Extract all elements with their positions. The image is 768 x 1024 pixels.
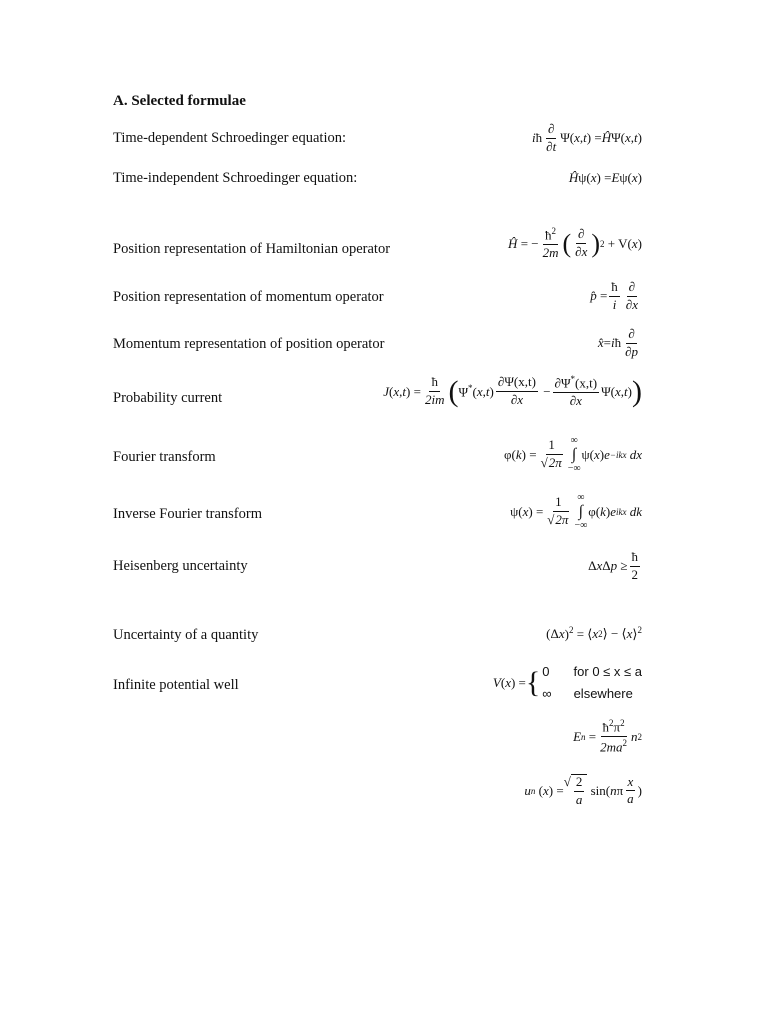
formula-label-time-dependent: Time-dependent Schroedinger equation:: [113, 130, 347, 146]
formula-label-fourier: Fourier transform: [113, 449, 216, 465]
equation-energy-levels: E n = $\frac{ħ^2\pi^2}{2ma^2}$ n 2: [573, 718, 642, 755]
formula-label-uncertainty: Uncertainty of a quantity: [113, 627, 259, 643]
formula-label-inverse-fourier: Inverse Fourier transform: [113, 506, 262, 522]
formula-label-infinite-well: Infinite potential well: [113, 677, 239, 693]
formula-label-hamiltonian: Position representation of Hamiltonian operator: [113, 241, 391, 257]
equation-momentum: p̂ = $\frac{ħ}{i}$ $\frac{\partial}{\partial x}$: [590, 279, 638, 312]
formula-label-momentum: Position representation of momentum operator: [113, 289, 384, 305]
equation-time-independent: Ĥ ψ( x ) = E ψ( x ): [568, 170, 642, 185]
equation-time-dependent: i ħ $\frac{\partial}{\partial t}$ Ψ( x , t ) = Ĥ Ψ( x , t ): [532, 121, 642, 154]
well-case-1-value: 0: [542, 664, 550, 679]
equation-inverse-fourier: ψ( x ) = $\frac{1}{√2\pi}$ ∞ ∫ −∞ φ( k ) e ikx dk: [510, 492, 642, 531]
equation-hamiltonian: Ĥ = − $\frac{ħ^2}{2m}$ ( $\frac{\partial}{\partial x}$ ) 2 + V( x ): [508, 226, 642, 261]
section-heading: A. Selected formulae: [113, 93, 246, 109]
equation-infinite-well: V ( x ) = { 0 for 0 ≤ x ≤ a ∞ elsewhere: [492, 664, 642, 701]
equation-uncertainty: (Δ x )$^2$ = ⟨ x 2 ⟩ − ⟨ x ⟩$^2$: [546, 625, 642, 642]
well-case-1-condition: for 0 ≤ x ≤ a: [573, 664, 642, 679]
equation-heisenberg: Δ x Δ p ≥ $\frac{ħ}{2}$: [588, 549, 638, 582]
formula-label-heisenberg: Heisenberg uncertainty: [113, 558, 248, 574]
well-case-2-value: ∞: [542, 686, 552, 701]
formula-label-position: Momentum representation of position operator: [113, 336, 385, 352]
equation-fourier: φ( k ) = $\frac{1}{√2\pi}$ ∞ ∫ −∞ ψ( x ) e −ikx dx: [504, 435, 642, 474]
equation-wavefunctions: u n ( x ) = √ $\frac{2}{a}$ sin( n π $\frac{x}{a}$ ): [524, 773, 642, 807]
formula-label-probability-current: Probability current: [113, 390, 223, 406]
well-case-2-condition: elsewhere: [573, 686, 633, 701]
equation-probability-current: J ( x , t ) = $\frac{ħ}{2im}$ ( Ψ*( x , t ) $\frac{\partial\Psi(x,t)}{\partial x}$ − $\frac{\partial\Psi^*(x,t)}{\partial x}$ Ψ( x , t ) ): [383, 374, 642, 409]
equation-position: x̂ = i ħ $\frac{\partial}{\partial p}$: [597, 326, 638, 359]
formula-label-time-independent: Time-independent Schroedinger equation:: [113, 170, 358, 186]
